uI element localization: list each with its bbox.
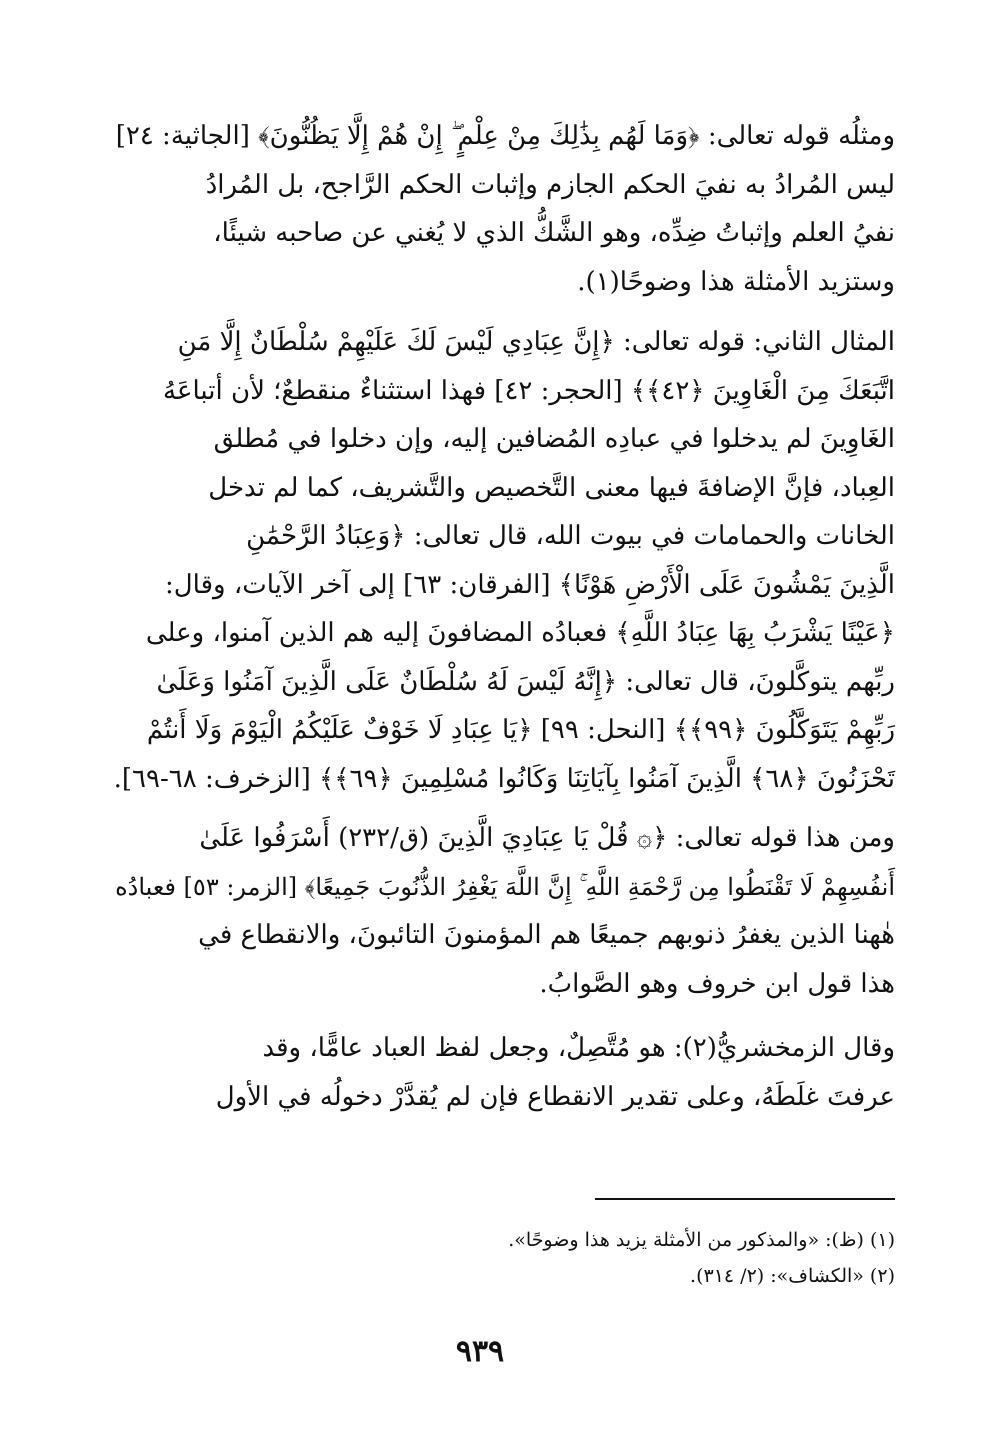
text-line: ﴿عَيْنًا يَشْرَبُ بِهَا عِبَادُ اللَّهِ﴾ فعبادُه المضافونَ إليه هم الذين آمنوا، وعلى	[145, 618, 895, 648]
paragraph-4	[100, 1024, 895, 1120]
text-line: رَبِّهِمْ يَتَوَكَّلُونَ ﴿٩٩﴾﴾ [النحل: ٩٩] ﴿يَا عِبَادِ لَا خَوْفٌ عَلَيْكُمُ الْيَوْمَ وَلَا أَنتُمْ	[146, 715, 895, 745]
text-line: هذا قول ابن خروف وهو الصَّوابُ.	[539, 968, 895, 999]
page-number: ٩٣٩	[455, 1334, 505, 1369]
text-line: وستزيد الأمثلة هذا وضوحًا(١).	[577, 266, 895, 297]
paragraph-2	[100, 318, 895, 800]
paragraph-1	[100, 112, 895, 304]
footnote-1: (١) (ظ): «والمذكور من الأمثلة يزيد هذا وضوحًا».	[508, 1229, 895, 1251]
text-line: الخانات والحمامات في بيوت الله، قال تعالى: ﴿وَعِبَادُ الرَّحْمَٰنِ	[246, 521, 895, 551]
paragraph-3	[100, 814, 895, 1010]
main-text	[100, 112, 895, 1120]
footnote-2: (٢) «الكشاف»: (٢/ ٣١٤).	[690, 1265, 895, 1287]
text-line: اتَّبَعَكَ مِنَ الْغَاوِينَ ﴿٤٢﴾﴾ [الحجر: ٤٢] فهذا استثناءٌ منقطعٌ؛ لأن أتباعَهُ	[163, 375, 895, 406]
text-line: ومن هذا قوله تعالى: ﴿۞ قُلْ يَا عِبَادِيَ الَّذِينَ (ق/٢٣٢) أَسْرَفُوا عَلَىٰ	[199, 823, 895, 853]
footnote-divider	[595, 1198, 895, 1200]
text-line: أَنفُسِهِمْ لَا تَقْنَطُوا مِن رَّحْمَةِ اللَّهِ ۚ إِنَّ اللَّهَ يَغْفِرُ الذُّنُوبَ جَمِيعًا﴾ [الزمر: ٥٣] فعبادُه	[115, 872, 895, 901]
text-line: العِباد، فإنَّ الإضافةَ فيها معنى التَّخصيص والتَّشريف، كما لم تدخل	[208, 472, 895, 503]
text-line: المثال الثاني: قوله تعالى: ﴿إِنَّ عِبَادِي لَيْسَ لَكَ عَلَيْهِمْ سُلْطَانٌ إِلَّا مَنِ	[177, 327, 895, 357]
text-line: عرفتَ غلَطَهُ، وعلى تقدير الانقطاع فإن لم يُقدَّرْ دخولُه في الأول	[215, 1081, 895, 1112]
text-line: تَحْزَنُونَ ﴿٦٨﴾ الَّذِينَ آمَنُوا بِآيَاتِنَا وَكَانُوا مُسْلِمِينَ ﴿٦٩﴾﴾ [الزخرف: ٦٨-٦٩].	[113, 763, 895, 794]
text-line: هٰهنا الذين يغفرُ ذنوبهم جميعًا هم المؤمنونَ التائبونَ، والانقطاع في	[198, 920, 895, 950]
text-line: ليس المُرادُ به نفيَ الحكم الجازم وإثبات الحكم الرَّاجح، بل المُرادُ	[205, 169, 895, 200]
text-line: وقال الزمخشريُّ(٢): هو مُتَّصِلٌ، وجعل لفظ العباد عامًّا، وقد	[262, 1033, 895, 1063]
text-line: ربِّهم يتوكَّلونَ، قال تعالى: ﴿إِنَّهُ لَيْسَ لَهُ سُلْطَانٌ عَلَى الَّذِينَ آمَنُوا وَعَلَىٰ	[156, 666, 895, 697]
text-line: الَّذِينَ يَمْشُونَ عَلَى الْأَرْضِ هَوْنًا﴾ [الفرقان: ٦٣] إلى آخر الآيات، وقال:	[165, 569, 895, 600]
text-line: الغَاوِينَ لم يدخلوا في عبادِه المُضافين إليه، وإن دخلوا في مُطلق	[213, 424, 895, 454]
footnotes	[400, 1222, 895, 1294]
text-line: ومثلُه قوله تعالى: ﴿وَمَا لَهُم بِذَٰلِكَ مِنْ عِلْمٍ ۖ إِنْ هُمْ إِلَّا يَظُنُّونَ﴾ [الجاثية: ٢٤]	[115, 121, 895, 151]
text-line: نفيُ العلم وإثباتُ ضِدِّه، وهو الشَّكُّ الذي لا يُغني عن صاحبه شيئًا،	[213, 218, 895, 248]
